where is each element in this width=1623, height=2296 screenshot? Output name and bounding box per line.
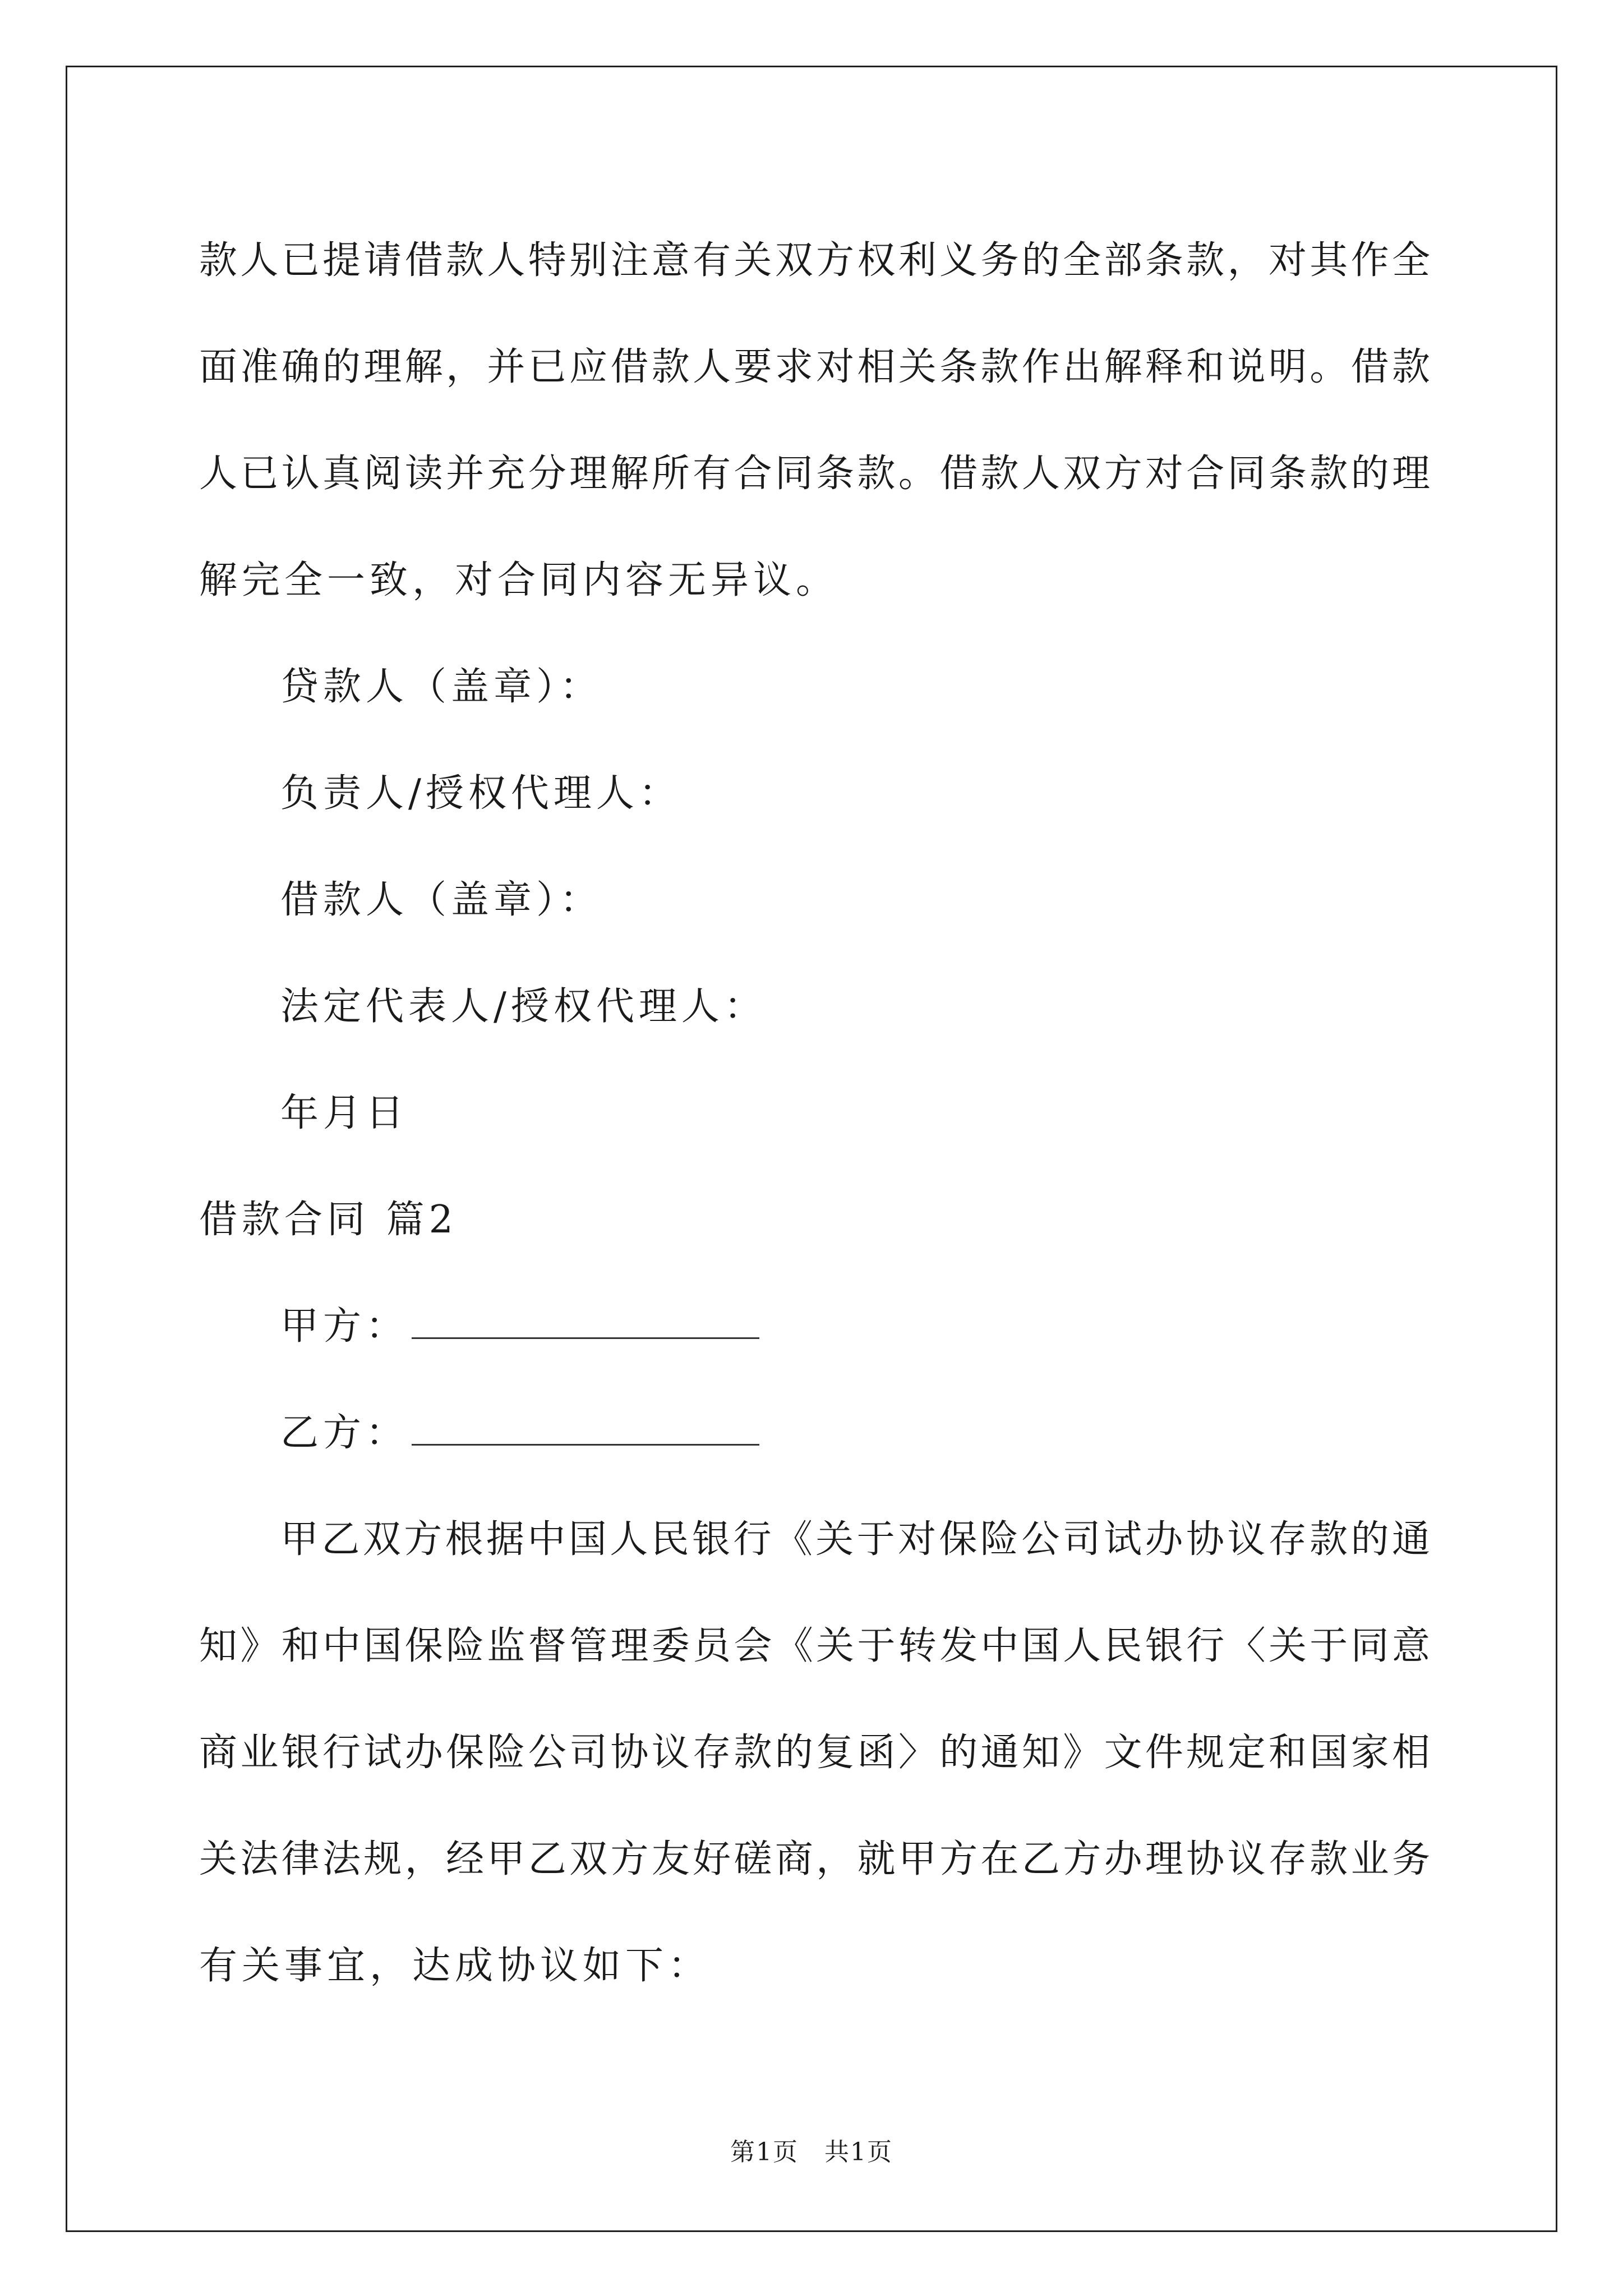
- party-a-row: [199, 1273, 1430, 1380]
- lender-representative-label: 负责人/授权代理人：: [280, 771, 681, 816]
- paragraph-line: 关法律法规，经甲乙双方友好磋商，就甲方在乙方办理协议存款业务: [199, 1837, 1430, 1881]
- party-b-row: [199, 1380, 1430, 1487]
- section-title: 借款合同 篇2: [199, 1198, 458, 1242]
- date-label: 年月日: [280, 1091, 409, 1135]
- page-number: 第1页 共1页: [730, 2138, 893, 2166]
- paragraph-line: 款人已提请借款人特别注意有关双方权利义务的全部条款，对其作全: [199, 238, 1430, 283]
- paragraph-line: 甲乙双方根据中国人民银行《关于对保险公司试办协议存款的通: [280, 1517, 1430, 1562]
- paragraph-line: 商业银行试办保险公司协议存款的复函〉的通知》文件规定和国家相: [199, 1731, 1430, 1775]
- borrower-representative-label: 法定代表人/授权代理人：: [280, 984, 767, 1029]
- paragraph-line: 人已认真阅读并充分理解所有合同条款。借款人双方对合同条款的理: [199, 452, 1430, 496]
- lender-seal-label: 贷款人（盖章）：: [280, 665, 603, 709]
- paragraph-line: 有关事宜，达成协议如下：: [199, 1944, 711, 1988]
- paragraph-line: 知》和中国保险监督管理委员会《关于转发中国人民银行〈关于同意: [199, 1624, 1430, 1668]
- party-b-label: 乙方：: [280, 1411, 409, 1455]
- paragraph-line: 解完全一致，对合同内容无异议。: [199, 558, 839, 602]
- party-b-blank: [412, 1410, 759, 1446]
- document-body: [199, 208, 1430, 2019]
- party-a-blank: [412, 1304, 759, 1339]
- paragraph-line: 面准确的理解，并已应借款人要求对相关条款作出解释和说明。借款: [199, 345, 1430, 389]
- party-a-label: 甲方：: [280, 1304, 409, 1349]
- borrower-seal-label: 借款人（盖章）：: [280, 878, 603, 922]
